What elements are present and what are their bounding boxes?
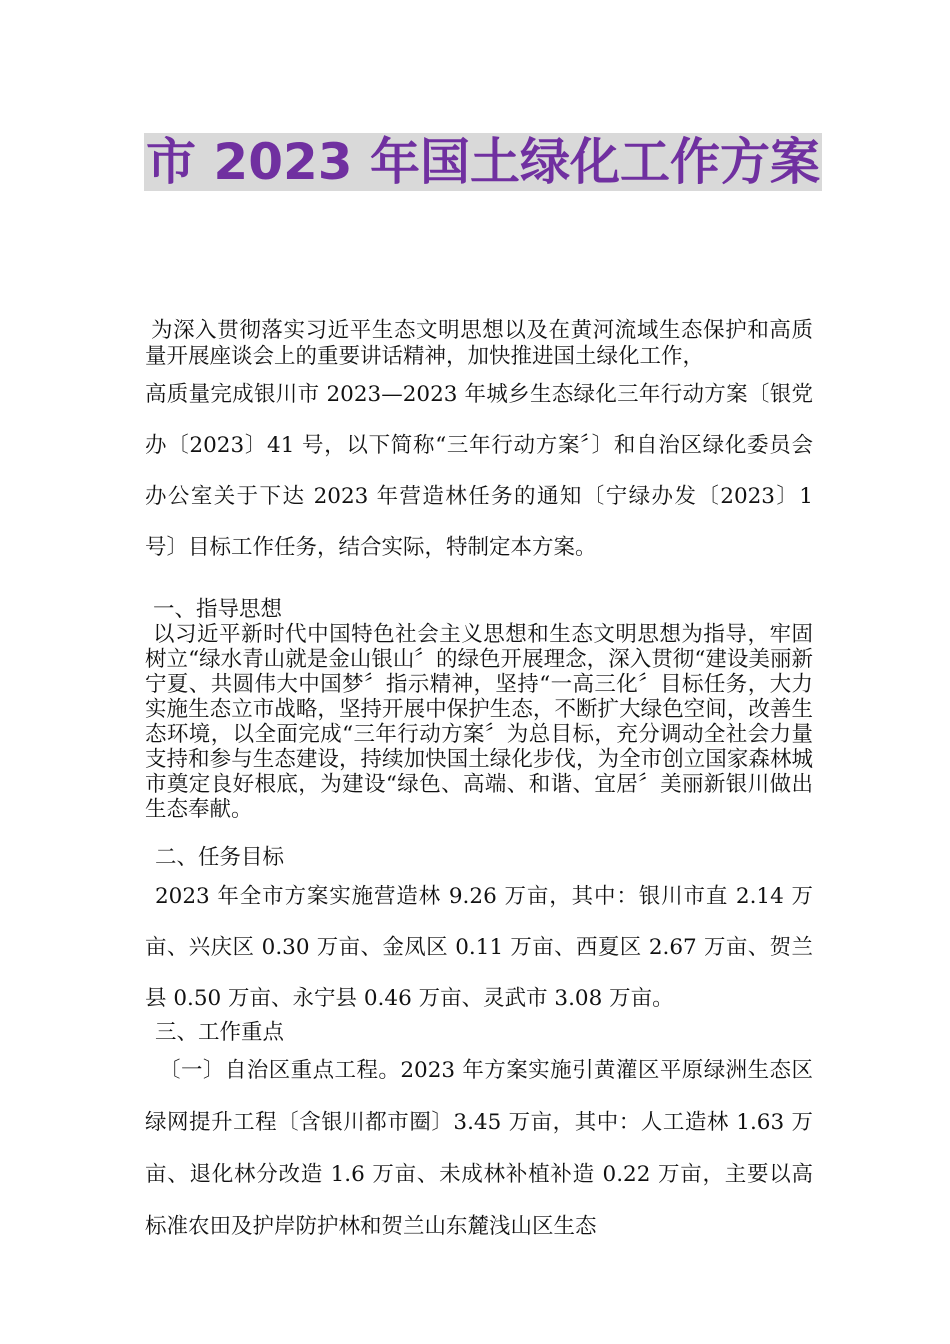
section3-heading-text: 三、工作重点	[155, 1020, 285, 1045]
section3-body-text: 〔一〕自治区重点工程。2023 年方案实施引黄灌区平原绿洲生态区绿网提升工程〔含银川都市圈〕3.45 万亩，其中：人工造林 1.63 万亩、退化林分改造 1.6 万亩、未成林补植补造 0.22 万亩，主要以高标准农田及护岸防护林和贺兰山东麓浅山区生态	[145, 1058, 813, 1239]
intro-paragraph-part2: 高质量完成银川市 2023—2023 年城乡生态绿化三年行动方案〔银党办〔2023〕41 号，以下简称“三年行动方案〞〕和自治区绿化委员会办公室关于下达 2023 年营造林任务的通知〔宁绿办发〔2023〕1 号〕目标工作任务，结合实际，特制定本方案。	[145, 382, 813, 560]
intro-paragraph-part1	[145, 318, 813, 370]
document-title	[144, 127, 824, 197]
section1-heading	[145, 597, 813, 622]
intro-text-1: 为深入贯彻落实习近平生态文明思想以及在黄河流域生态保护和高质量开展座谈会上的重要讲话精神，加快推进国土绿化工作，	[145, 318, 813, 369]
section2-heading-text: 二、任务目标	[155, 845, 285, 870]
section1-body	[145, 622, 813, 822]
title-text: 市 2023 年国土绿化工作方案	[146, 133, 820, 191]
section2-body	[145, 871, 813, 1024]
section1-body-text: 以习近平新时代中国特色社会主义思想和生态文明思想为指导，牢固树立“绿水青山就是金山银山〞的绿色开展理念，深入贯彻“建设美丽新宁夏、共圆伟大中国梦〞指示精神，坚持“一高三化〞目标任务，大力实施生态立市战略，坚持开展中保护生态，不断扩大绿色空间，改善生态环境，以全面完成“三年行动方案〞为总目标，充分调动全社会力量支持和参与生态建设，持续加快国土绿化步伐，为全市创立国家森林城市奠定良好根底，为建设“绿色、高端、和谐、宜居〞美丽新银川做出生态奉献。	[145, 622, 813, 822]
section3-body	[145, 1045, 813, 1253]
section1-heading-text: 一、指导思想	[153, 597, 283, 622]
section2-body-text: 2023 年全市方案实施营造林 9.26 万亩，其中：银川市直 2.14 万亩、兴庆区 0.30 万亩、金凤区 0.11 万亩、西夏区 2.67 万亩、贺兰县 0.50 万亩、永宁县 0.46 万亩、灵武市 3.08 万亩。	[145, 884, 813, 1011]
section3-heading	[145, 1020, 813, 1045]
section2-heading	[145, 845, 813, 870]
